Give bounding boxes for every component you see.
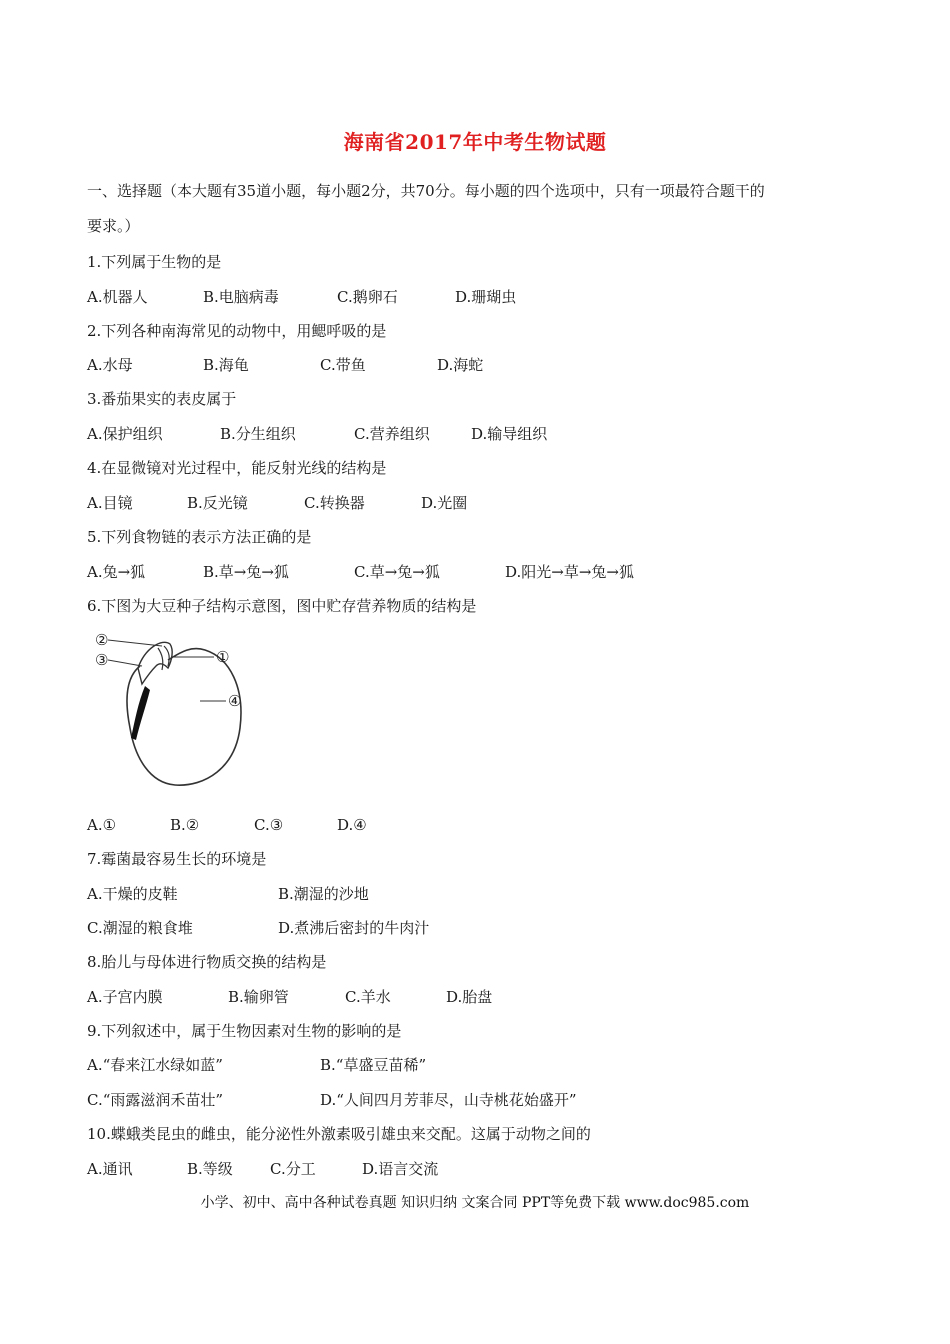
q10-option-d: D.语言交流 <box>362 1160 439 1178</box>
figure-label-3: ③ <box>95 651 109 669</box>
page-footer: 小学、初中、高中各种试卷真题 知识归纳 文案合同 PPT等免费下载 www.doc985.com <box>200 1195 750 1211</box>
question-4: 4.在显微镜对光过程中，能反射光线的结构是 <box>87 459 387 477</box>
section-instructions-line1: 一、选择题（本大题有35道小题，每小题2分，共70分。每小题的四个选项中，只有一项最符合题干的 <box>87 182 765 200</box>
section-instructions-line2: 要求。） <box>87 217 140 235</box>
page-title: 海南省2017年中考生物试题 <box>343 130 607 154</box>
q7-option-b: B.潮湿的沙地 <box>278 885 369 903</box>
q1-option-d: D.珊瑚虫 <box>455 288 517 306</box>
q5-option-d: D.阳光→草→兔→狐 <box>505 563 634 581</box>
q4-option-a: A.目镜 <box>87 494 133 512</box>
question-6: 6.下图为大豆种子结构示意图，图中贮存营养物质的结构是 <box>87 597 477 615</box>
q1-option-c: C.鹅卵石 <box>337 288 398 306</box>
plumule-shape <box>138 642 172 684</box>
q8-option-c: C.羊水 <box>345 988 391 1006</box>
q10-option-a: A.通讯 <box>87 1160 133 1178</box>
q6-option-c: C.③ <box>254 816 284 834</box>
question-8: 8.胎儿与母体进行物质交换的结构是 <box>87 953 327 971</box>
q6-option-b: B.② <box>170 816 200 834</box>
figure-label-4: ④ <box>228 692 242 710</box>
q5-option-a: A.兔→狐 <box>87 563 146 581</box>
q4-option-d: D.光圈 <box>421 494 468 512</box>
q10-option-b: B.等级 <box>187 1160 233 1178</box>
soybean-seed-diagram <box>90 628 260 790</box>
q10-option-c: C.分工 <box>270 1160 316 1178</box>
q7-option-c: C.潮湿的粮食堆 <box>87 919 193 937</box>
plumule-leaf <box>158 646 169 670</box>
question-2: 2.下列各种南海常见的动物中，用鳃呼吸的是 <box>87 322 387 340</box>
question-7: 7.霉菌最容易生长的环境是 <box>87 850 267 868</box>
q3-option-c: C.营养组织 <box>354 425 430 443</box>
question-9: 9.下列叙述中，属于生物因素对生物的影响的是 <box>87 1022 402 1040</box>
q2-option-d: D.海蛇 <box>437 356 484 374</box>
q9-option-b: B.“草盛豆苗稀” <box>320 1056 427 1074</box>
seed-coat-outline <box>127 649 241 786</box>
question-5: 5.下列食物链的表示方法正确的是 <box>87 528 312 546</box>
q2-option-c: C.带鱼 <box>320 356 366 374</box>
q9-option-d: D.“人间四月芳菲尽，山寺桃花始盛开” <box>320 1091 577 1109</box>
q7-option-a: A.干燥的皮鞋 <box>87 885 178 903</box>
q3-option-d: D.输导组织 <box>471 425 548 443</box>
q9-option-c: C.“雨露滋润禾苗壮” <box>87 1091 224 1109</box>
q8-option-d: D.胎盘 <box>446 988 493 1006</box>
q7-option-d: D.煮沸后密封的牛肉汁 <box>278 919 430 937</box>
q1-option-a: A.机器人 <box>87 288 148 306</box>
q8-option-b: B.输卵管 <box>228 988 289 1006</box>
q2-option-a: A.水母 <box>87 356 133 374</box>
question-10: 10.蝶蛾类昆虫的雌虫，能分泌性外激素吸引雄虫来交配。这属于动物之间的 <box>87 1125 591 1143</box>
q8-option-a: A.子宫内膜 <box>87 988 163 1006</box>
q1-option-b: B.电脑病毒 <box>203 288 279 306</box>
figure-label-1: ① <box>216 648 230 666</box>
q5-option-c: C.草→兔→狐 <box>354 563 440 581</box>
q6-option-a: A.① <box>87 816 117 834</box>
q3-option-a: A.保护组织 <box>87 425 163 443</box>
q5-option-b: B.草→兔→狐 <box>203 563 289 581</box>
q9-option-a: A.“春来江水绿如蓝” <box>87 1056 223 1074</box>
radicle-dark-region <box>131 686 150 740</box>
q3-option-b: B.分生组织 <box>220 425 296 443</box>
question-3: 3.番茄果实的表皮属于 <box>87 390 237 408</box>
q2-option-b: B.海龟 <box>203 356 249 374</box>
q4-option-c: C.转换器 <box>304 494 365 512</box>
question-1: 1.下列属于生物的是 <box>87 253 222 271</box>
q4-option-b: B.反光镜 <box>187 494 248 512</box>
figure-label-2: ② <box>95 631 109 649</box>
q6-option-d: D.④ <box>337 816 367 834</box>
